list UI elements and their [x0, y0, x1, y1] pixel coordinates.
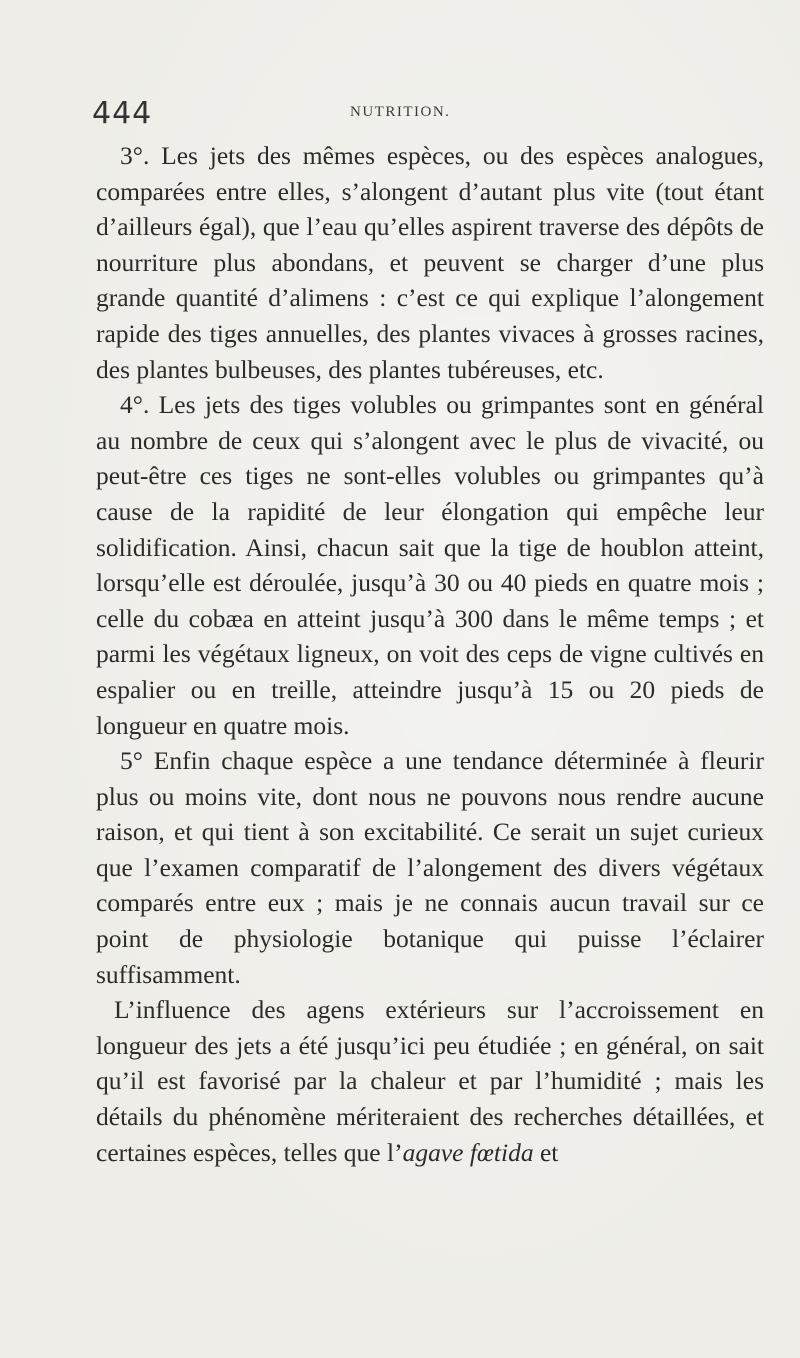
paragraph-6-tail: et: [533, 1137, 559, 1167]
paragraph-6: [96, 992, 764, 1170]
species-name: agave fœtida: [402, 1137, 534, 1167]
paragraph-3: 3°. Les jets des mêmes espèces, ou des espèces analogues, comparées entre elles, s’alongent d’autant plus vite (tout étant d’ailleurs égal), que l’eau qu’elles aspirent traverse des dépôts de nourriture plus abondans, et peuvent se charger d’une plus grande quantité d’alimens : c’est ce qui explique l’alongement rapide des tiges annuelles, des plantes vivaces à grosses racines, des plantes bulbeuses, des plantes tubéreuses, etc.: [96, 141, 764, 384]
page-header: [92, 96, 764, 136]
paragraph-5: 5° Enfin chaque espèce a une tendance déterminée à fleurir plus ou moins vite, dont nous ne pouvons nous rendre aucune raison, et qui tient à son excitabilité. Ce serait un sujet curieux que l’examen comparatif de l’alongement des divers végétaux comparés entre eux ; mais je ne connais aucun travail sur ce point de physiologie botanique qui puisse l’éclairer suffisamment.: [96, 746, 764, 989]
running-head: NUTRITION.: [350, 104, 451, 120]
paragraph-4: 4°. Les jets des tiges volubles ou grimpantes sont en général au nombre de ceux qui s’alongent avec le plus de vivacité, ou peut-être ces tiges ne sont-elles volubles ou grimpantes qu’à cause de la rapidité de leur élongation qui empêche leur solidification. Ainsi, chacun sait que la tige de houblon atteint, lorsqu’elle est déroulée, jusqu’à 30 ou 40 pieds en quatre mois ; celle du cobæa en atteint jusqu’à 300 dans le même temps ; et parmi les végétaux ligneux, on voit des ceps de vigne cultivés en espalier ou en treille, atteindre jusqu’à 15 ou 20 pieds de longueur en quatre mois.: [96, 390, 764, 740]
page-number: 444: [92, 96, 153, 131]
body-text: [96, 138, 764, 1170]
paragraph-6-text: L’influence des agens extérieurs sur l’accroissement en longueur des jets a été jusqu’ici peu étudiée ; en général, on sait qu’il est favorisé par la chaleur et par l’humidité ; mais les détails du phénomène mériteraient des recherches détaillées, et certaines espèces, telles que l’: [96, 995, 764, 1167]
